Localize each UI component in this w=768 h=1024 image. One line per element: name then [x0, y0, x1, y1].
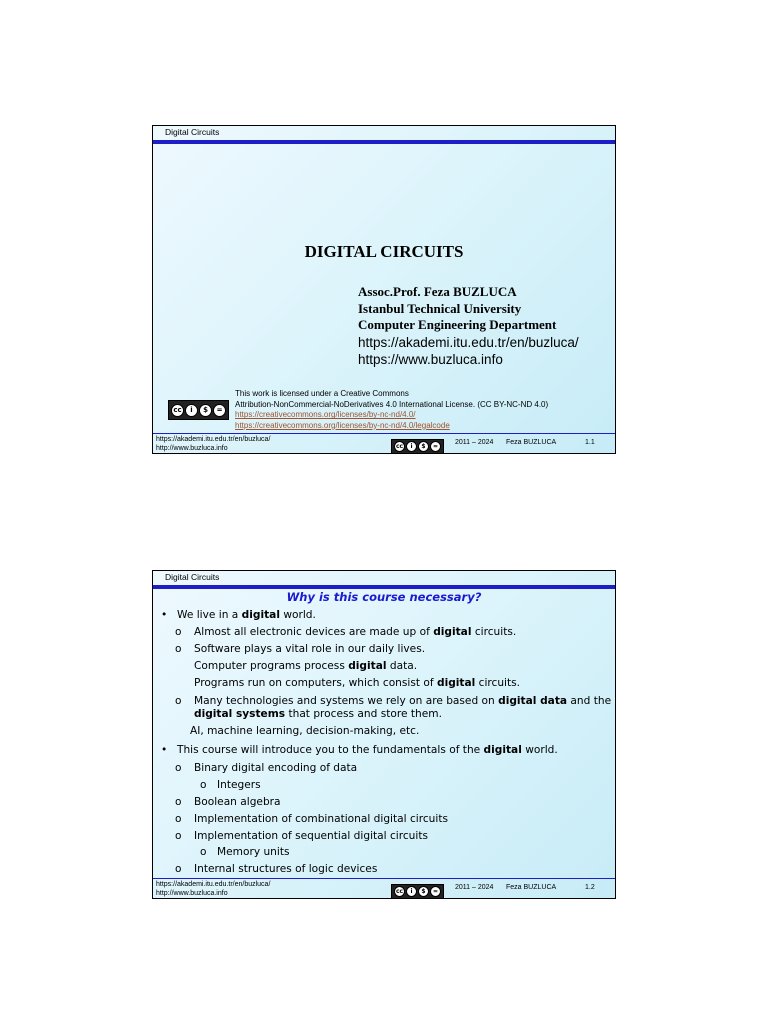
footer-author: Feza BUZLUCA — [506, 439, 557, 446]
list-item: Boolean algebra — [194, 796, 281, 808]
by-icon: i — [406, 441, 417, 452]
nd-icon: = — [430, 886, 441, 897]
bullet-marker: • — [161, 609, 168, 621]
list-item: Binary digital encoding of data — [194, 762, 358, 774]
footer-url-1: https://akademi.itu.edu.tr/en/buzluca/ — [156, 881, 271, 888]
nc-icon: $ — [199, 404, 212, 417]
slide-footer — [153, 433, 615, 453]
list-item: We live in a digital world. — [177, 609, 316, 621]
license-text — [235, 389, 548, 431]
sub-bullet-marker: o — [175, 796, 182, 808]
cc-icon: cc — [395, 443, 404, 450]
sub-bullet-marker: o — [175, 695, 182, 707]
slide-title: Why is this course necessary? — [286, 590, 482, 604]
author-block — [358, 284, 556, 334]
slide-1 — [152, 125, 616, 454]
slide-2 — [152, 570, 616, 899]
by-icon: i — [185, 404, 198, 417]
nc-icon: $ — [418, 886, 429, 897]
footer-url-2: http://www.buzluca.info — [156, 890, 228, 897]
license-line-1: This work is licensed under a Creative Commons — [235, 389, 409, 398]
cc-license-badge — [168, 399, 229, 420]
list-item: Many technologies and systems we rely on are based on digital data and the — [194, 695, 612, 707]
cc-icon: cc — [171, 404, 184, 417]
by-icon: i — [406, 886, 417, 897]
footer-urls — [156, 880, 270, 898]
footer-cc-badge — [391, 880, 444, 899]
list-item: Implementation of combinational digital circuits — [194, 813, 448, 825]
page-number: 1.2 — [585, 884, 595, 891]
footer-author: Feza BUZLUCA — [506, 884, 557, 891]
list-item: Internal structures of logic devices — [194, 863, 378, 875]
department: Computer Engineering Department — [358, 317, 557, 332]
list-item: Implementation of sequential digital circuits — [194, 830, 429, 842]
list-item: Integers — [217, 779, 261, 791]
list-item: Computer programs process digital data. — [194, 660, 418, 672]
sub-bullet-marker: o — [200, 846, 207, 858]
slide-title: DIGITAL CIRCUITS — [304, 242, 464, 261]
header-bar — [153, 140, 615, 144]
license-line-2: Attribution-NonCommercial-NoDerivatives 4.0 International License. (CC BY-NC-ND 4.0) — [235, 399, 549, 409]
sub-bullet-marker: o — [200, 779, 207, 791]
legalcode-link[interactable]: https://creativecommons.org/licenses/by-nc-nd/4.0/legalcode — [235, 420, 450, 430]
university: Istanbul Technical University — [358, 300, 522, 316]
slide-footer — [153, 878, 615, 898]
sub-bullet-marker: o — [175, 863, 182, 875]
footer-line — [153, 878, 615, 879]
footer-url-1: https://akademi.itu.edu.tr/en/buzluca/ — [156, 436, 271, 443]
sub-bullet-marker: o — [175, 813, 182, 825]
footer-years: 2011 – 2024 — [455, 884, 494, 891]
list-item: This course will introduce you to the fundamentals of the digital world. — [177, 744, 558, 756]
sub-bullet-marker: o — [175, 762, 182, 774]
footer-years: 2011 – 2024 — [455, 439, 494, 446]
footer-cc-badge — [391, 435, 444, 454]
sub-bullet-marker: o — [175, 830, 182, 842]
list-item: Programs run on computers, which consist of digital circuits. — [194, 677, 521, 689]
list-item: digital systems that process and store them. — [194, 708, 442, 720]
license-link[interactable]: https://creativecommons.org/licenses/by-nc-nd/4.0/ — [235, 410, 416, 420]
cc-icon: cc — [395, 888, 404, 895]
bullet-marker: • — [161, 744, 168, 756]
slide-header: Digital Circuits — [165, 127, 220, 137]
nd-icon: = — [213, 404, 226, 417]
list-item: AI, machine learning, decision-making, etc. — [190, 725, 420, 737]
page-number: 1.1 — [585, 439, 595, 446]
footer-urls — [156, 435, 270, 453]
list-item: Almost all electronic devices are made up of digital circuits. — [194, 626, 517, 638]
author-name: Assoc.Prof. Feza BUZLUCA — [358, 284, 517, 299]
list-item: Software plays a vital role in our daily lives. — [194, 643, 426, 655]
list-item: Memory units — [217, 846, 290, 858]
footer-url-2: http://www.buzluca.info — [156, 445, 228, 452]
url-akademi: https://akademi.itu.edu.tr/en/buzluca/ — [358, 335, 579, 350]
header-bar — [153, 585, 615, 589]
nc-icon: $ — [418, 441, 429, 452]
sub-bullet-marker: o — [175, 643, 182, 655]
url-block — [358, 334, 579, 368]
url-buzluca: https://www.buzluca.info — [358, 352, 503, 367]
footer-line — [153, 433, 615, 434]
slide-header: Digital Circuits — [165, 572, 220, 582]
sub-bullet-marker: o — [175, 626, 182, 638]
nd-icon: = — [430, 441, 441, 452]
